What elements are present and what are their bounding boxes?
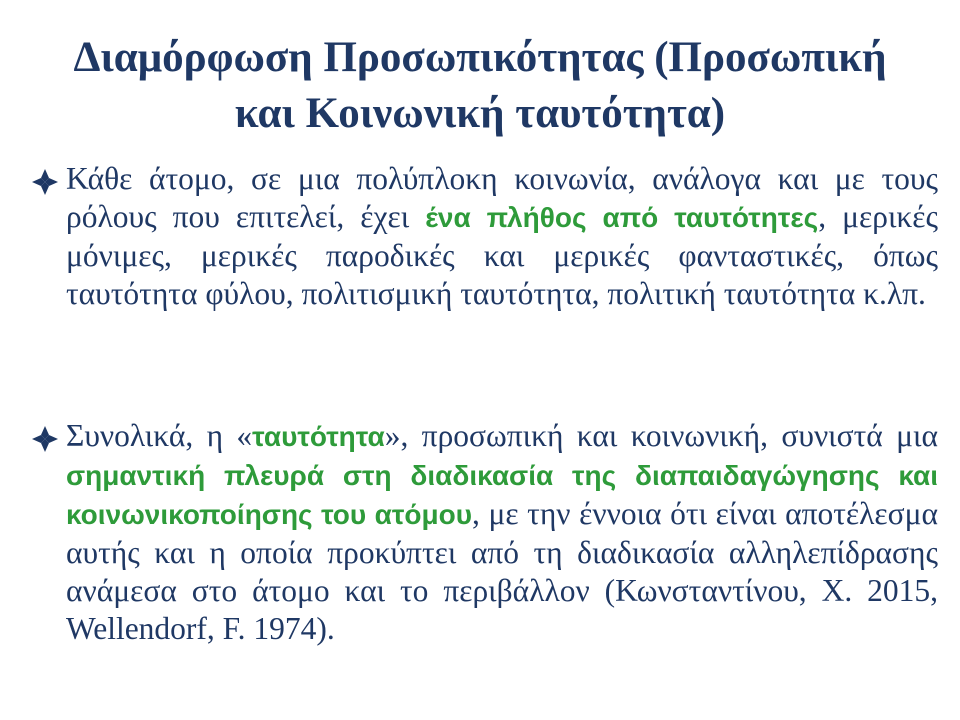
bullet-2-text [66,417,938,648]
bullet-2-part-1: Συνολικά, η « [66,418,253,453]
diamond-bullet-icon [30,424,60,454]
diamond-bullet-icon [30,167,60,197]
bullet-1-part-1: Κάθε άτομο, σε μια πολύπλοκη κοινωνία, ανάλογα και με τους ρόλους που επιτελεί, έχει [66,161,938,234]
title-line-2: και Κοινωνική ταυτότητα) [234,90,726,137]
bullet-2-highlight-2: σημαντική πλευρά στη διαδικασία της διαπαιδαγώγησης και κοινωνικοποίησης του ατόμου [66,460,938,530]
bullet-2-highlight-1: ταυτότητα [252,421,385,452]
slide-title [10,30,950,142]
bullet-1-highlight-1: ένα πλήθος από ταυτότητες [425,202,819,233]
bullet-2-part-3: , με την έννοια ότι είναι αποτέλεσμα αυτής και η οποία προκύπτει από τη διαδικασία αλληλεπίδρασης ανάμεσα στο άτομο και το περιβάλλον (Κωνσταντίνου, Χ. 2015, Wellendorf, F. 1974). [66,496,938,646]
title-line-1: Διαμόρφωση Προσωπικότητας (Προσωπική [73,34,887,81]
bullet-1-text [66,160,938,313]
bullet-1-part-2: , μερικές μόνιμες, μερικές παροδικές και μερικές φανταστικές, όπως ταυτότητα φύλου, πολιτισμική ταυτότητα, πολιτική ταυτότητα κ.λπ. [66,199,938,311]
bullet-2-part-2: », προσωπική και κοινωνική, συνιστά μια [384,418,938,453]
